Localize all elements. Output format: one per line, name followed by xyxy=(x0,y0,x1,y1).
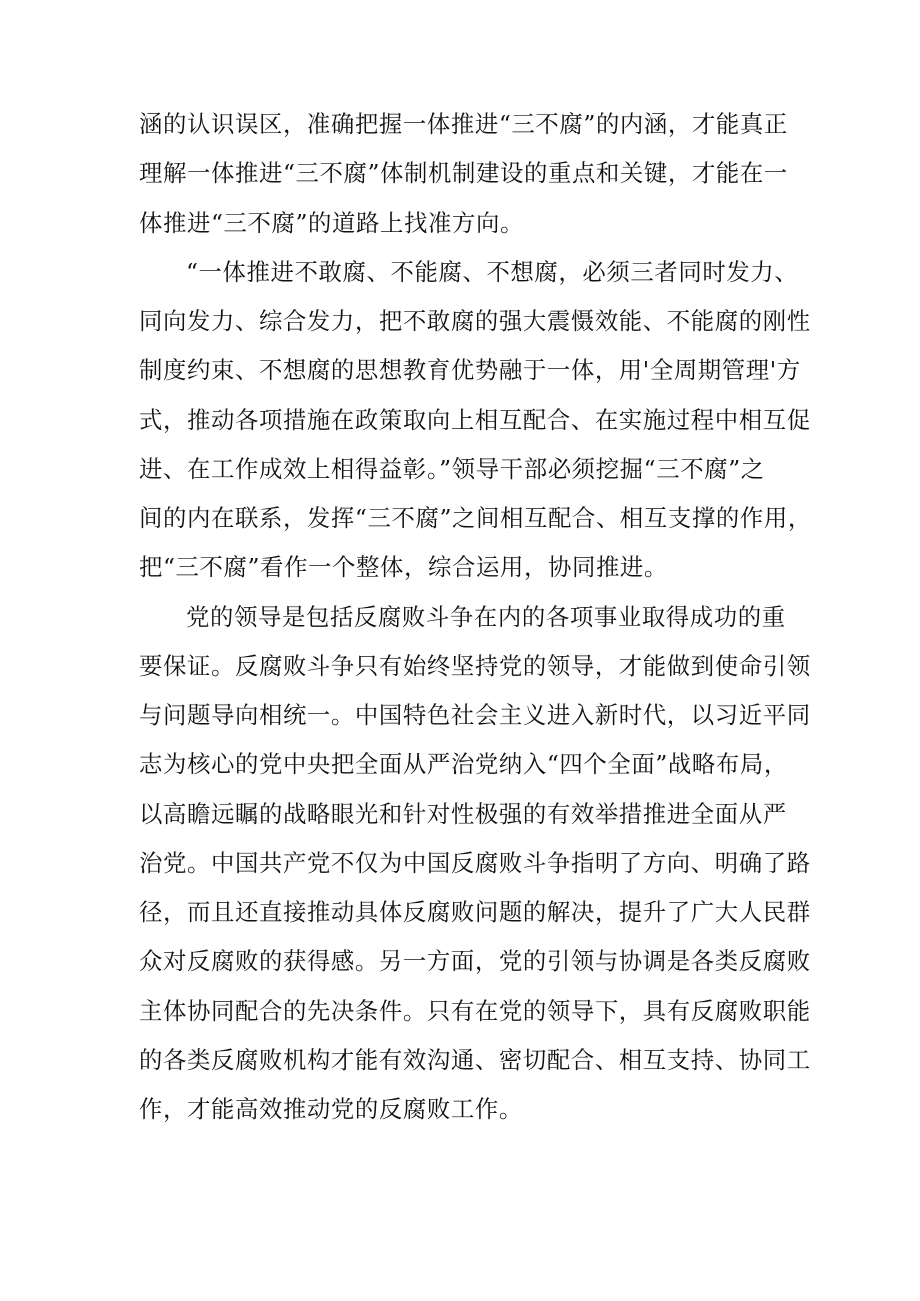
paragraph-2-line-5: 进、在工作成效上相得益彰。”领导干部必须挖掘“三不腐”之 xyxy=(139,454,765,483)
document-body xyxy=(139,100,812,1134)
paragraph-3-line-1: 党的领导是包括反腐败斗争在内的各项事业取得成功的重 xyxy=(186,602,786,631)
paragraph-2-line-3: 制度约束、不想腐的思想教育优势融于一体，用'全周期管理'方 xyxy=(139,356,801,385)
paragraph-3-line-6: 治党。中国共产党不仅为中国反腐败斗争指明了方向、明确了路 xyxy=(139,848,811,877)
paragraph-2-line-2: 同向发力、综合发力，把不敢腐的强大震慑效能、不能腐的刚性 xyxy=(139,307,811,335)
paragraph-3-line-11: 作，才能高效推动党的反腐败工作。 xyxy=(139,1095,523,1123)
paragraph-1-line-1: 涵的认识误区，准确把握一体推进“三不腐”的内涵，才能真正 xyxy=(139,110,788,138)
paragraph-3-line-10: 的各类反腐败机构才能有效沟通、密切配合、相互支持、协同工 xyxy=(139,1045,811,1074)
paragraph-3-line-3: 与问题导向相统一。中国特色社会主义进入新时代，以习近平同 xyxy=(139,701,811,729)
paragraph-1-line-2: 理解一体推进“三不腐”体制机制建设的重点和关键，才能在一 xyxy=(139,159,788,188)
paragraph-2-line-6: 间的内在联系，发挥“三不腐”之间相互配合、相互支撑的作用， xyxy=(139,504,812,532)
paragraph-2-line-1: “一体推进不敢腐、不能腐、不想腐，必须三者同时发力、 xyxy=(186,257,799,286)
paragraph-3-line-8: 众对反腐败的获得感。另一方面，党的引领与协调是各类反腐败 xyxy=(139,947,811,976)
paragraph-2-line-7: 把“三不腐”看作一个整体，综合运用，协同推进。 xyxy=(139,553,668,582)
paragraph-3-line-2: 要保证。反腐败斗争只有始终坚持党的领导，才能做到使命引领 xyxy=(139,651,811,680)
paragraph-3-line-9: 主体协同配合的先决条件。只有在党的领导下，具有反腐败职能 xyxy=(139,996,811,1025)
paragraph-3-line-4: 志为核心的党中央把全面从严治党纳入“四个全面”战略布局， xyxy=(139,750,788,779)
paragraph-3-line-5: 以高瞻远瞩的战略眼光和针对性极强的有效举措推进全面从严 xyxy=(139,799,787,828)
paragraph-2-line-4: 式，推动各项措施在政策取向上相互配合、在实施过程中相互促 xyxy=(139,405,811,434)
paragraph-3-line-7: 径，而且还直接推动具体反腐败问题的解决，提升了广大人民群 xyxy=(139,898,811,926)
paragraph-1-line-3: 体推进“三不腐”的道路上找准方向。 xyxy=(139,208,524,237)
